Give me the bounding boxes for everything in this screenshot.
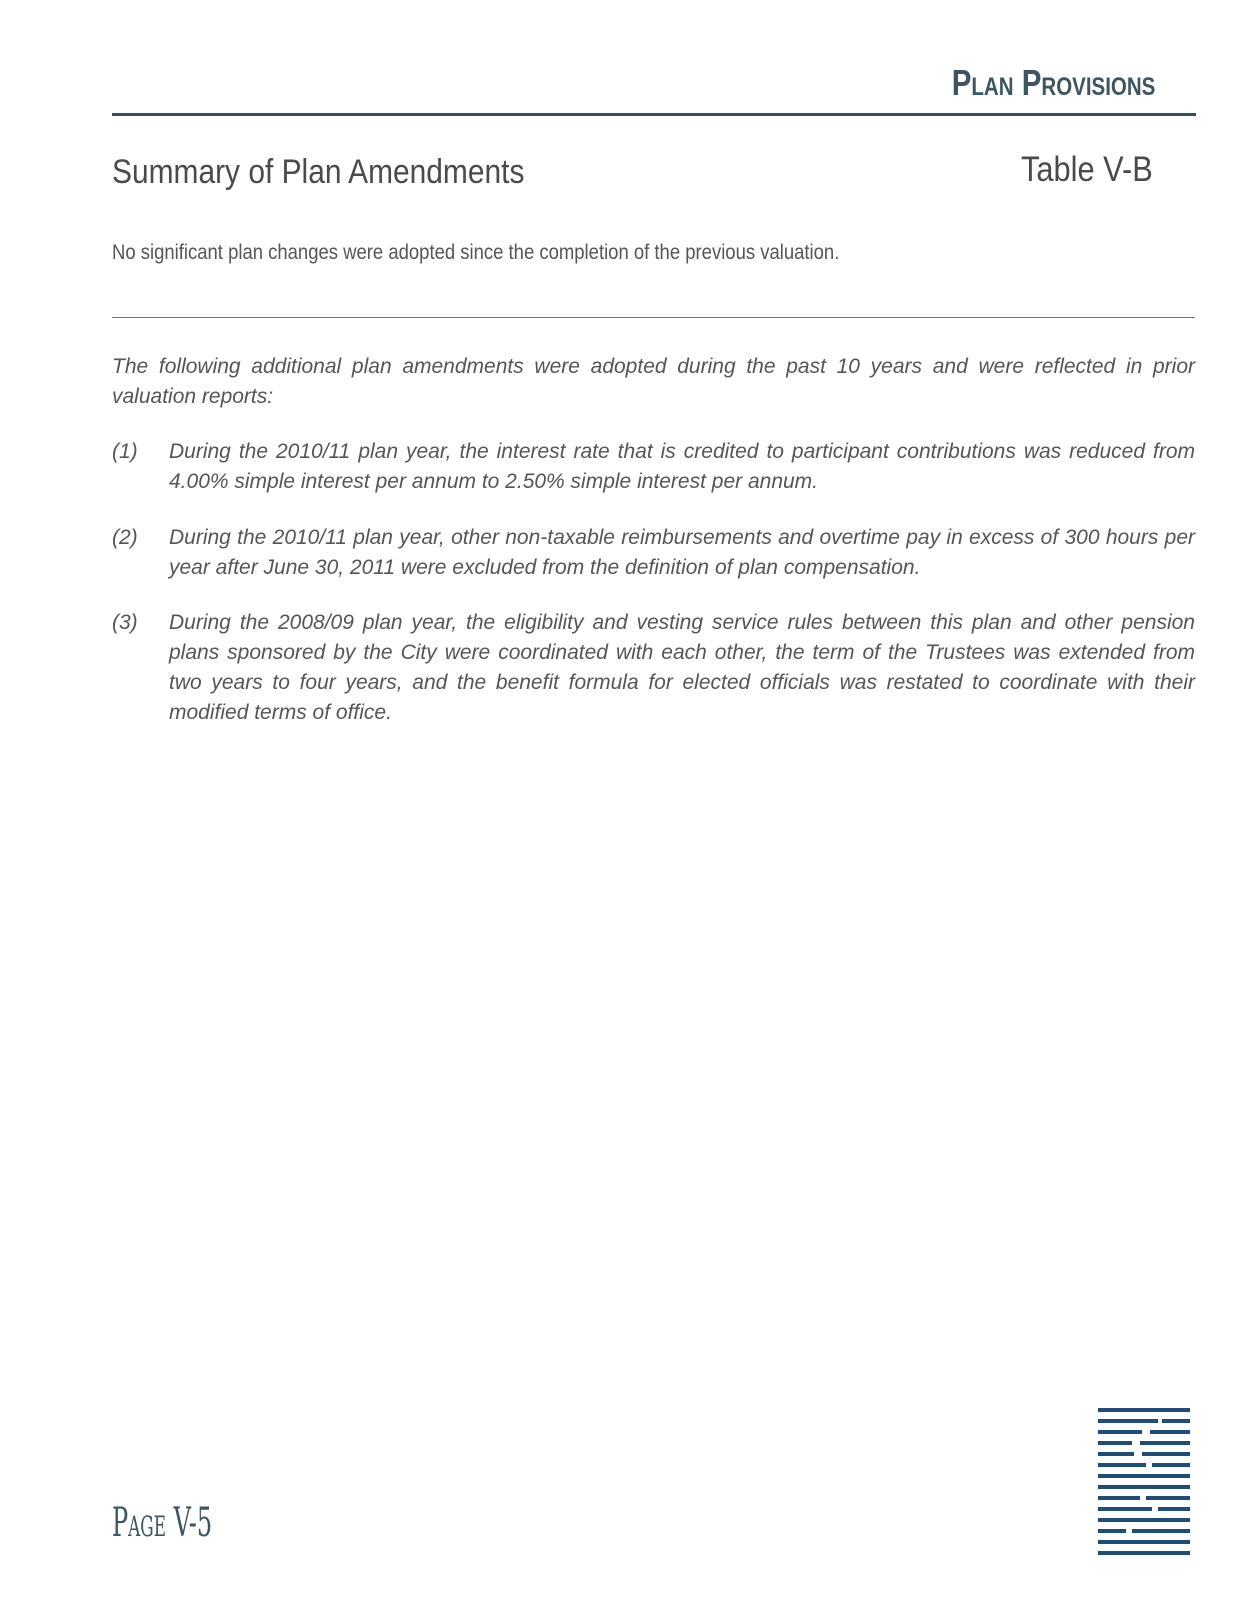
intro-text: No significant plan changes were adopted since the completion of the previous valuation. <box>112 241 840 264</box>
list-item <box>112 523 1195 583</box>
amendments-lead-text: The following additional plan amendments were adopted during the past 10 years and were reflected in prior valuation reports: <box>112 355 1195 408</box>
list-item <box>112 608 1195 728</box>
list-item-text: During the 2008/09 plan year, the eligibility and vesting service rules between this plan and other pension plans sponsored by the City were coordinated with each other, the term of the Trustees was extended from two years to four years, and the benefit formula for elected officials was restated to coordinate with their modified terms of office. <box>169 611 1195 724</box>
list-item <box>112 437 1195 497</box>
list-item-number: (2) <box>112 526 138 549</box>
list-item-number: (1) <box>112 440 138 463</box>
striped-s-logo-icon <box>1098 1408 1190 1556</box>
list-item-number: (3) <box>112 611 138 634</box>
list-item-text: During the 2010/11 plan year, the interest rate that is credited to participant contributions was reduced from 4.00% simple interest per annum to 2.50% simple interest per annum. <box>169 440 1195 493</box>
section-header: Plan Provisions <box>951 62 1155 103</box>
page-number: Page V-5 <box>112 1500 213 1546</box>
table-reference: Table V-B <box>1021 150 1153 189</box>
header-divider <box>112 113 1196 116</box>
section-divider <box>112 317 1195 318</box>
page-title: Summary of Plan Amendments <box>112 153 525 191</box>
list-item-text: During the 2010/11 plan year, other non-taxable reimbursements and overtime pay in excess of 300 hours per year after June 30, 2011 were excluded from the definition of plan compensation. <box>169 526 1195 579</box>
